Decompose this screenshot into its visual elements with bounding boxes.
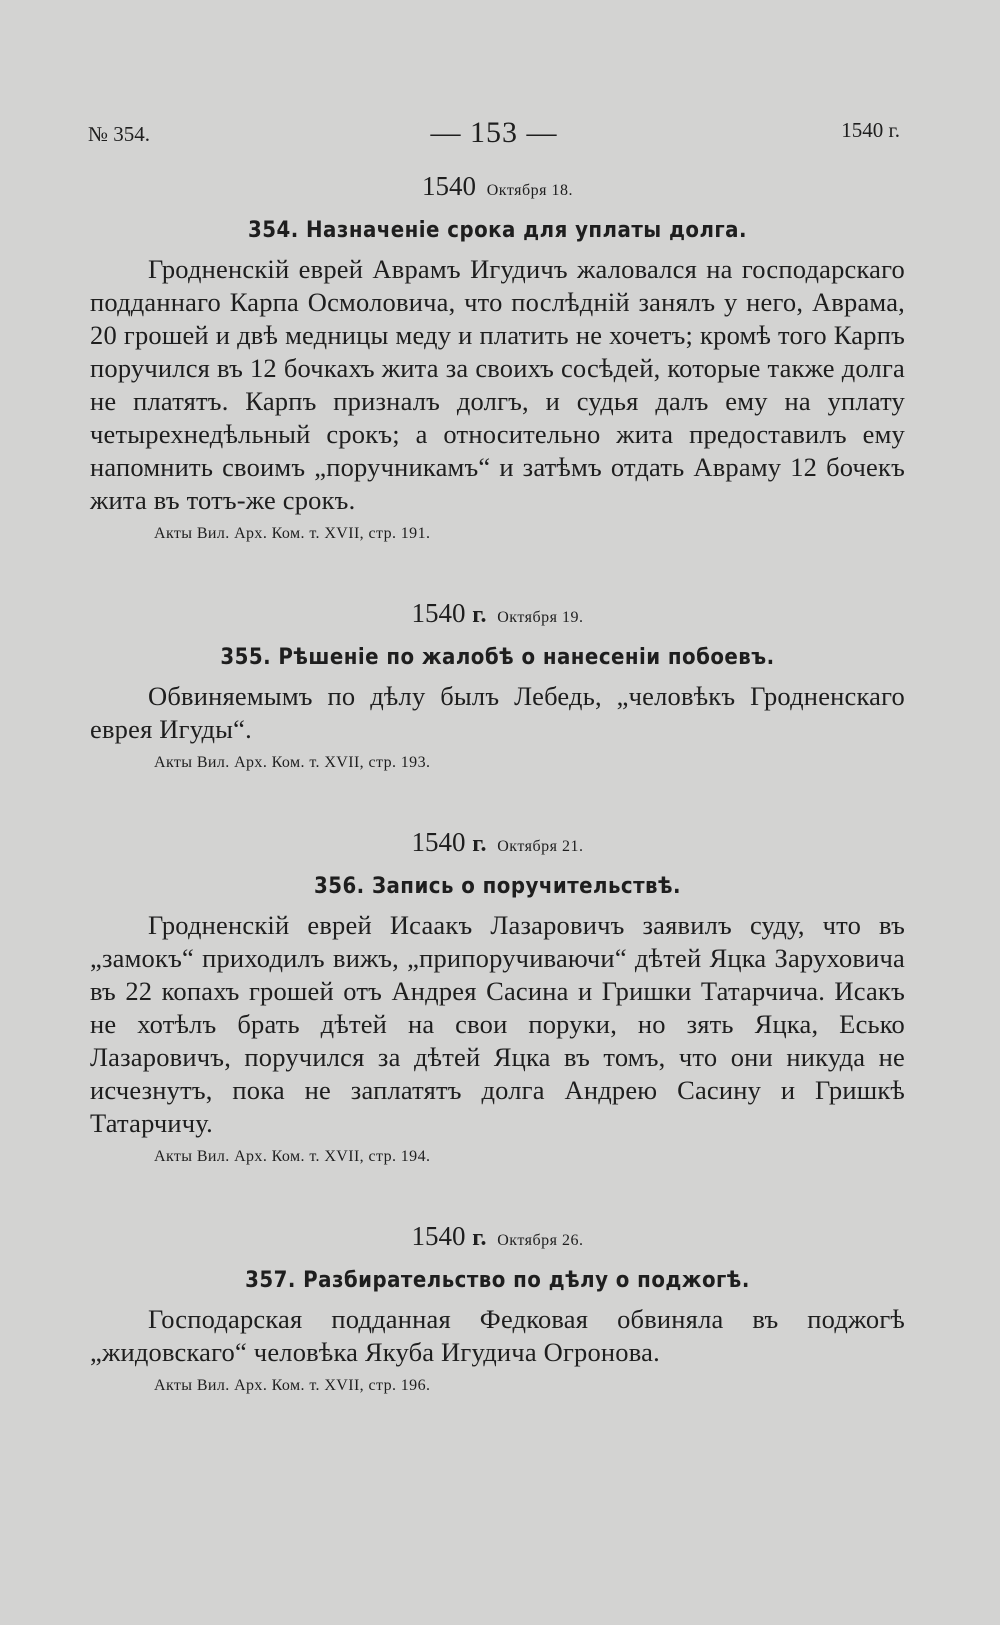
entry-date-month: Октября 19. [497, 609, 584, 626]
entry-356 [90, 824, 905, 1166]
entry-date-g: г. [472, 1225, 487, 1251]
entry-body: Гродненскій еврей Аврамъ Игудичъ жаловался на господарскаго подданнаго Карпа Осмоловича, что послѣдній занялъ у него, Аврама, 20 грошей и двѣ медницы меду и платить не хочетъ; кромѣ того Карпъ поручился въ 12 бочкахъ жита за своихъ сосѣдей, которые также долга не платятъ. Карпъ призналъ долгъ, и судья далъ ему на уплату четырехнедѣльный срокъ; а относительно жита предоставилъ ему напомнить своимъ „поручникамъ“ и затѣмъ отдать Авраму 12 бочекъ жита въ тотъ-же срокъ. [90, 254, 905, 515]
entry-date-g: г. [472, 831, 487, 857]
entry-date [90, 1218, 905, 1254]
entry-date-month: Октября 26. [497, 1232, 584, 1249]
entry-source: Акты Вил. Арх. Ком. т. XVII, стр. 193. [154, 754, 431, 771]
header-year: 1540 г. [841, 118, 900, 142]
entry-date-month: Октября 21. [497, 838, 584, 855]
page-content [90, 168, 905, 1395]
entry-source: Акты Вил. Арх. Ком. т. XVII, стр. 196. [154, 1377, 431, 1394]
entry-date-year: 1540 [411, 1221, 466, 1251]
entry-date-year: 1540 [421, 171, 476, 201]
entry-357 [90, 1218, 905, 1395]
entry-body: Обвиняемымъ по дѣлу былъ Лебедь, „человѣкъ Гродненскаго еврея Игуды“. [90, 681, 905, 744]
page-number: — 153 — [430, 116, 558, 149]
entry-355 [90, 595, 905, 772]
entry-date-month: Октября 18. [486, 182, 573, 199]
entry-date-year: 1540 [411, 827, 466, 857]
page-header [88, 112, 900, 152]
entry-title: 355. Рѣшеніе по жалобѣ о нанесеніи побоевъ. [220, 645, 775, 670]
entry-body: Господарская подданная Федковая обвиняла въ поджогѣ „жидовскаго“ человѣка Якуба Игудича Огронова. [90, 1304, 905, 1367]
entry-title: 356. Запись о поручительствѣ. [313, 874, 682, 899]
entry-date-g: г. [472, 602, 487, 628]
entry-date-year: 1540 [411, 598, 466, 628]
document-number: № 354. [88, 122, 151, 146]
entry-source: Акты Вил. Арх. Ком. т. XVII, стр. 191. [154, 525, 431, 542]
entry-date [90, 168, 905, 204]
entry-source: Акты Вил. Арх. Ком. т. XVII, стр. 194. [154, 1148, 431, 1165]
entry-body: Гродненскій еврей Исаакъ Лазаровичъ заявилъ суду, что въ „замокъ“ приходилъ вижъ, „припоручиваючи“ дѣтей Яцка Заруховича въ 22 копахъ грошей отъ Андрея Сасина и Гришки Татарчича. Исакъ не хотѣлъ брать дѣтей на свои поруки, но зять Яцка, Есько Лазаровичъ, поручился за дѣтей Яцка въ томъ, что они никуда не исчезнутъ, пока не заплатятъ долга Андрею Сасину и Гришкѣ Татарчичу. [90, 910, 905, 1138]
entry-title: 357. Разбирательство по дѣлу о поджогѣ. [245, 1268, 750, 1293]
entry-date [90, 595, 905, 631]
entry-354 [90, 168, 905, 543]
entry-title: 354. Назначеніе срока для уплаты долга. [248, 218, 747, 243]
entry-date [90, 824, 905, 860]
